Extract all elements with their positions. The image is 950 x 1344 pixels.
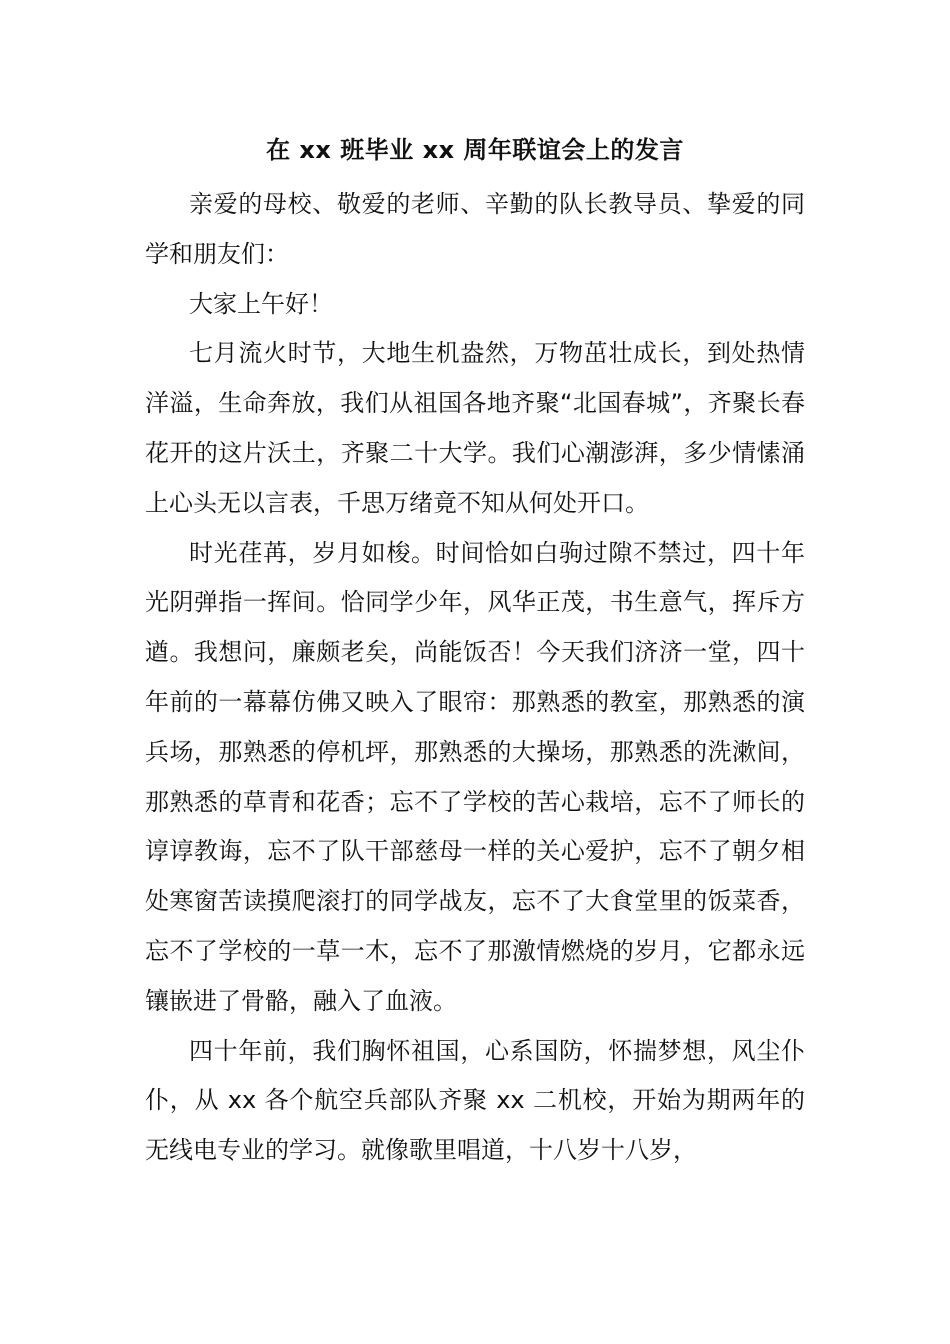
paragraph-salutation: 大家上午好！ xyxy=(189,289,333,318)
paragraph-forty-years: 四十年前，我们胸怀祖国，心系国防，怀揣梦想，风尘仆仆，从 xx 各个航空兵部队齐聚 xx 二机校，开始为期两年的无线电专业的学习。就像歌里唱道，十八岁十八岁， xyxy=(145,1036,805,1165)
paragraph-greeting: 亲爱的母校、敬爱的老师、辛勤的队长教导员、挚爱的同学和朋友们： xyxy=(145,190,805,268)
paragraph-july: 七月流火时节，大地生机盎然，万物茁壮成长，到处热情洋溢，生命奔放，我们从祖国各地齐聚“北国春城”，齐聚长春花开的这片沃土，齐聚二十大学。我们心潮澎湃，多少情愫涌上心头无以言表，千思万绪竟不知从何处开口。 xyxy=(145,339,805,517)
document-title: 在 xx 班毕业 xx 周年联谊会上的发言 xyxy=(266,136,684,164)
paragraph-time: 时光荏苒，岁月如梭。时间恰如白驹过隙不禁过，四十年光阴弹指一挥间。恰同学少年，风华正茂，书生意气，挥斥方遒。我想问，廉颇老矣，尚能饭否！今天我们济济一堂，四十年前的一幕幕仿佛又映入了眼帘：那熟悉的教室，那熟悉的演兵场，那熟悉的停机坪，那熟悉的大操场，那熟悉的洗漱间，那熟悉的草青和花香；忘不了学校的苦心栽培，忘不了师长的谆谆教诲，忘不了队干部慈母一样的关心爱护，忘不了朝夕相处寒窗苦读摸爬滚打的同学战友，忘不了大食堂里的饭菜香，忘不了学校的一草一木，忘不了那激情燃烧的岁月，它都永远镶嵌进了骨骼，融入了血液。 xyxy=(145,538,805,1015)
document-body xyxy=(145,130,805,1176)
